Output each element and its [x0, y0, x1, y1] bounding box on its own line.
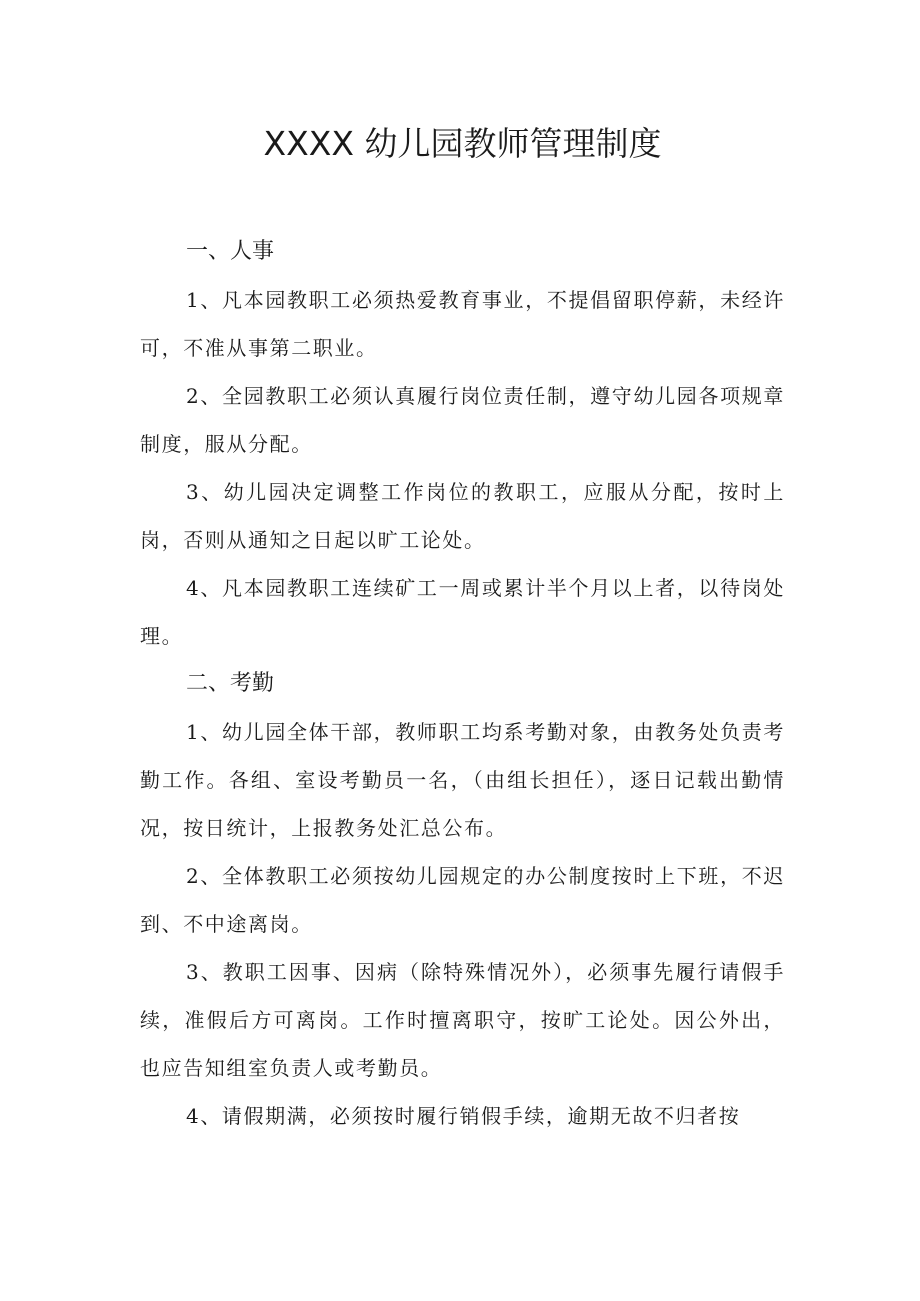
document-title: XXXX 幼儿园教师管理制度	[263, 124, 662, 163]
section-heading-personnel: 一、人事	[186, 239, 275, 264]
personnel-clause-4: 4、凡本园教职工连续矿工一周或累计半个月以上者，以待岗处理。	[140, 576, 785, 648]
attendance-clause-1: 1、幼儿园全体干部，教师职工均系考勤对象，由教务处负责考勤工作。各组、室设考勤员一名，（由组长担任），逐日记载出勤情况，按日统计，上报教务处汇总公布。	[140, 720, 785, 840]
personnel-clause-1: 1、凡本园教职工必须热爱教育事业，不提倡留职停薪，未经许可，不准从事第二职业。	[140, 288, 785, 360]
section-heading-attendance: 二、考勤	[186, 671, 275, 696]
attendance-clause-4: 4、请假期满，必须按时履行销假手续，逾期无故不归者按	[186, 1104, 741, 1128]
attendance-clause-3: 3、教职工因事、因病（除特殊情况外），必须事先履行请假手续，准假后方可离岗。工作时擅离职守，按旷工论处。因公外出，也应告知组室负责人或考勤员。	[140, 960, 785, 1080]
document-body	[140, 228, 785, 1140]
attendance-clause-2: 2、全体教职工必须按幼儿园规定的办公制度按时上下班，不迟到、不中途离岗。	[140, 864, 785, 936]
personnel-clause-2: 2、全园教职工必须认真履行岗位责任制，遵守幼儿园各项规章制度，服从分配。	[140, 384, 785, 456]
personnel-clause-3: 3、幼儿园决定调整工作岗位的教职工，应服从分配，按时上岗，否则从通知之日起以旷工论处。	[140, 480, 785, 552]
